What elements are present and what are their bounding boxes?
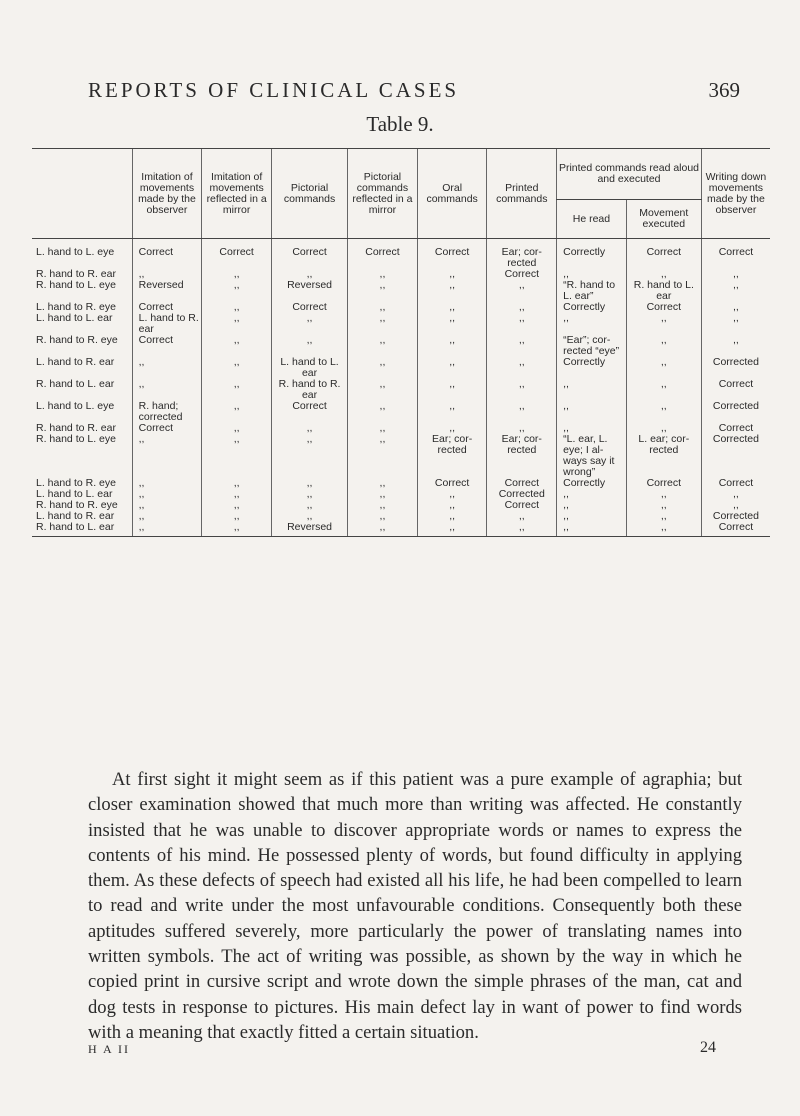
- page-number: 369: [708, 78, 740, 102]
- table-cell: Correct: [271, 401, 347, 423]
- row-label: R. hand to R. eye: [36, 334, 118, 346]
- table-cell: ,,: [132, 500, 202, 511]
- table-cell: Correctly: [557, 302, 627, 313]
- table-cell: “L. ear, L. eye; I al-ways say it wrong”: [557, 434, 627, 478]
- header-blank: [32, 149, 132, 239]
- header-imitation-mirror: Imitation of movements reflected in a mirror: [202, 149, 272, 239]
- running-header: [88, 78, 740, 103]
- table-cell: ,,: [701, 269, 770, 280]
- table-cell: Correct: [271, 302, 347, 313]
- table-cell: ,,: [417, 423, 487, 434]
- table-cell: Correct: [487, 500, 557, 511]
- table-cell: R. hand to R. ear: [271, 379, 347, 401]
- table-cell: ,,: [202, 379, 272, 401]
- table-cell: ,,: [487, 302, 557, 313]
- table-cell: ,,: [626, 313, 701, 335]
- table-cell: ,,: [487, 379, 557, 401]
- table-cell: ,,: [271, 489, 347, 500]
- table-cell: ,,: [132, 269, 202, 280]
- table-cell: ,,: [487, 522, 557, 537]
- table-cell: ,,: [557, 500, 627, 511]
- header-printed-commands: Printed commands: [487, 149, 557, 239]
- table-row: [32, 357, 770, 379]
- table-cell: ,,: [487, 335, 557, 357]
- table-cell: Correct: [417, 239, 487, 270]
- table-container: [32, 148, 770, 537]
- table-cell: ,,: [701, 302, 770, 313]
- table-row: [32, 239, 770, 270]
- table-cell: Ear; cor-rected: [487, 239, 557, 270]
- table-cell: Correct: [132, 335, 202, 357]
- table-row: [32, 401, 770, 423]
- table-cell: ,,: [202, 302, 272, 313]
- table-cell: ,,: [202, 280, 272, 302]
- header-oral-commands: Oral commands: [417, 149, 487, 239]
- table-cell: ,,: [487, 511, 557, 522]
- table-cell: ,,: [557, 379, 627, 401]
- table-cell: “Ear”; cor-rected “eye”: [557, 335, 627, 357]
- row-label: L. hand to R. eye: [36, 477, 116, 489]
- table-cell: ,,: [348, 434, 418, 478]
- table-cell: Correct: [487, 269, 557, 280]
- header-writing-down: Writing down movements made by the observer: [701, 149, 770, 239]
- table-cell: ,,: [132, 522, 202, 537]
- table-cell: ,,: [132, 379, 202, 401]
- table-cell: ,,: [626, 269, 701, 280]
- table-cell: Correct: [132, 302, 202, 313]
- table-cell: Correct: [271, 239, 347, 270]
- row-label: L. hand to R. eye: [36, 301, 116, 313]
- table-cell: ,,: [487, 313, 557, 335]
- table-cell: Correct: [202, 239, 272, 270]
- header-he-read: He read: [557, 200, 627, 239]
- table-cell: Correct: [348, 239, 418, 270]
- table-row: [32, 434, 770, 478]
- row-label: L. hand to R. ear: [36, 510, 115, 522]
- table-body: [32, 239, 770, 537]
- table-cell: Reversed: [271, 522, 347, 537]
- table-cell: ,,: [132, 489, 202, 500]
- header-printed-read-aloud: Printed commands read aloud and executed: [557, 149, 702, 200]
- table-cell: ,,: [348, 511, 418, 522]
- table-cell: Correct: [626, 302, 701, 313]
- table-cell: ,,: [202, 335, 272, 357]
- table-cell: ,,: [626, 335, 701, 357]
- table-cell: ,,: [202, 511, 272, 522]
- table-cell: ,,: [202, 489, 272, 500]
- table-cell: ,,: [557, 423, 627, 434]
- table-cell: ,,: [132, 511, 202, 522]
- table-cell: Correct: [701, 379, 770, 401]
- table-cell: Correctly: [557, 478, 627, 489]
- table-cell: ,,: [626, 401, 701, 423]
- table-cell: ,,: [557, 489, 627, 500]
- table-cell: ,,: [271, 269, 347, 280]
- table-cell: ,,: [271, 434, 347, 478]
- body-text: [88, 767, 742, 1045]
- table-cell: ,,: [348, 335, 418, 357]
- table-cell: Correct: [701, 478, 770, 489]
- table-cell: Correct: [487, 478, 557, 489]
- table-cell: ,,: [348, 401, 418, 423]
- signature-mark: H A II: [88, 1042, 130, 1056]
- table-cell: ,,: [132, 434, 202, 478]
- table-row: [32, 280, 770, 302]
- running-head-title: REPORTS OF CLINICAL CASES: [88, 78, 460, 102]
- table-cell: ,,: [202, 401, 272, 423]
- table-cell: Correct: [626, 239, 701, 270]
- table-cell: ,,: [348, 423, 418, 434]
- table-cell: ,,: [348, 269, 418, 280]
- table-cell: ,,: [626, 489, 701, 500]
- table-cell: ,,: [417, 313, 487, 335]
- table-cell: ,,: [132, 478, 202, 489]
- table-cell: Corrected: [701, 401, 770, 423]
- table-cell: ,,: [487, 423, 557, 434]
- table-cell: ,,: [348, 280, 418, 302]
- table-cell: R. hand to L. ear: [626, 280, 701, 302]
- table-cell: Correctly: [557, 357, 627, 379]
- row-label: L. hand to R. ear: [36, 356, 115, 368]
- header-pictorial-mirror: Pictorial commands reflected in a mirror: [348, 149, 418, 239]
- table-cell: ,,: [202, 423, 272, 434]
- row-label: L. hand to L. eye: [36, 246, 115, 258]
- table-cell: ,,: [348, 313, 418, 335]
- table-cell: ,,: [701, 489, 770, 500]
- table-cell: Corrected: [701, 434, 770, 478]
- table-cell: ,,: [348, 379, 418, 401]
- table-row: [32, 313, 770, 335]
- row-label: R. hand to L. ear: [36, 378, 115, 390]
- table-cell: Correctly: [557, 239, 627, 270]
- table-cell: ,,: [132, 357, 202, 379]
- row-label: R. hand to L. eye: [36, 279, 116, 291]
- table-cell: ,,: [348, 522, 418, 537]
- table-cell: Ear; cor-rected: [417, 434, 487, 478]
- table-cell: L. hand to L. ear: [271, 357, 347, 379]
- table-cell: Correct: [132, 239, 202, 270]
- table-cell: ,,: [417, 302, 487, 313]
- table-cell: ,,: [626, 423, 701, 434]
- body-paragraph: At first sight it might seem as if this patient was a pure example of agraphia; but closer examination showed that much more than writing was affected. He constantly insisted that he was unable to discover appropriate words or names to express the contents of his mind. He possessed plenty of words, but found difficulty in applying them. As these defects of speech had existed all his life, he had been compelled to learn to read and write under the most unfavourable conditions. Consequently both these aptitudes suffered severely, more particularly the power of translating names into written symbols. The act of writing was possible, as shown by the way in which he copied print in cursive script and wrote down the simple phrases of the man, cat and dog tests in response to pictures. His main defect lay in want of power to find words with a meaning that exactly fitted a certain situation.: [88, 769, 742, 1043]
- table-cell: L. hand to R. ear: [132, 313, 202, 335]
- table-cell: ,,: [487, 401, 557, 423]
- table-cell: ,,: [348, 489, 418, 500]
- table-cell: ,,: [271, 478, 347, 489]
- table-cell: ,,: [271, 335, 347, 357]
- table-cell: ,,: [348, 357, 418, 379]
- table-cell: ,,: [557, 511, 627, 522]
- table-cell: ,,: [626, 379, 701, 401]
- results-table: [32, 148, 770, 537]
- header-pictorial-commands: Pictorial commands: [271, 149, 347, 239]
- table-cell: ,,: [417, 335, 487, 357]
- row-label: R. hand to L. eye: [36, 433, 116, 445]
- row-label: R. hand to R. ear: [36, 422, 116, 434]
- table-cell: ,,: [417, 401, 487, 423]
- table-cell: ,,: [701, 313, 770, 335]
- table-cell: ,,: [417, 357, 487, 379]
- table-cell: ,,: [348, 302, 418, 313]
- table-cell: ,,: [348, 500, 418, 511]
- table-cell: Corrected: [701, 357, 770, 379]
- table-cell: ,,: [417, 522, 487, 537]
- table-cell: ,,: [202, 313, 272, 335]
- table-cell: ,,: [626, 511, 701, 522]
- table-cell: ,,: [701, 280, 770, 302]
- row-label: L. hand to L. eye: [36, 400, 115, 412]
- table-cell: L. ear; cor-rected: [626, 434, 701, 478]
- table-cell: ,,: [271, 500, 347, 511]
- table-cell: ,,: [202, 522, 272, 537]
- table-cell: ,,: [202, 434, 272, 478]
- table-cell: Ear; cor-rected: [487, 434, 557, 478]
- table-cell: ,,: [417, 500, 487, 511]
- table-row: [32, 379, 770, 401]
- table-cell: “R. hand to L. ear”: [557, 280, 627, 302]
- table-cell: Reversed: [271, 280, 347, 302]
- table-cell: Correct: [626, 478, 701, 489]
- table-cell: ,,: [557, 401, 627, 423]
- table-cell: ,,: [557, 313, 627, 335]
- table-cell: Correct: [417, 478, 487, 489]
- table-cell: ,,: [202, 500, 272, 511]
- table-cell: ,,: [487, 357, 557, 379]
- table-cell: Corrected: [701, 511, 770, 522]
- table-cell: ,,: [487, 280, 557, 302]
- row-label: R. hand to R. eye: [36, 499, 118, 511]
- table-cell: Correct: [701, 423, 770, 434]
- table-cell: ,,: [557, 269, 627, 280]
- table-cell: Reversed: [132, 280, 202, 302]
- header-movement-executed: Movement executed: [626, 200, 701, 239]
- row-label: L. hand to L. ear: [36, 312, 113, 324]
- table-cell: ,,: [271, 511, 347, 522]
- table-cell: ,,: [626, 357, 701, 379]
- table-cell: ,,: [202, 269, 272, 280]
- table-cell: ,,: [626, 500, 701, 511]
- table-cell: ,,: [271, 423, 347, 434]
- table-cell: Correct: [701, 522, 770, 537]
- row-label: R. hand to L. ear: [32, 522, 132, 537]
- table-cell: ,,: [417, 489, 487, 500]
- table-cell: ,,: [626, 522, 701, 537]
- table-row: [32, 522, 770, 537]
- table-title: Table 9.: [366, 112, 434, 136]
- table-cell: ,,: [202, 478, 272, 489]
- row-label: R. hand to R. ear: [36, 268, 116, 280]
- table-cell: ,,: [417, 269, 487, 280]
- table-cell: ,,: [701, 500, 770, 511]
- table-cell: ,,: [417, 379, 487, 401]
- table-row: [32, 335, 770, 357]
- sheet-number: 24: [700, 1039, 716, 1056]
- table-cell: ,,: [271, 313, 347, 335]
- table-cell: ,,: [417, 280, 487, 302]
- table-cell: ,,: [701, 335, 770, 357]
- table-cell: ,,: [202, 357, 272, 379]
- table-cell: Correct: [132, 423, 202, 434]
- table-cell: ,,: [417, 511, 487, 522]
- table-cell: ,,: [348, 478, 418, 489]
- table-cell: ,,: [557, 522, 627, 537]
- table-cell: Correct: [701, 239, 770, 270]
- header-imitation-observer: Imitation of movements made by the observer: [132, 149, 202, 239]
- row-label: L. hand to L. ear: [36, 488, 113, 500]
- table-cell: R. hand; corrected: [132, 401, 202, 423]
- table-cell: Corrected: [487, 489, 557, 500]
